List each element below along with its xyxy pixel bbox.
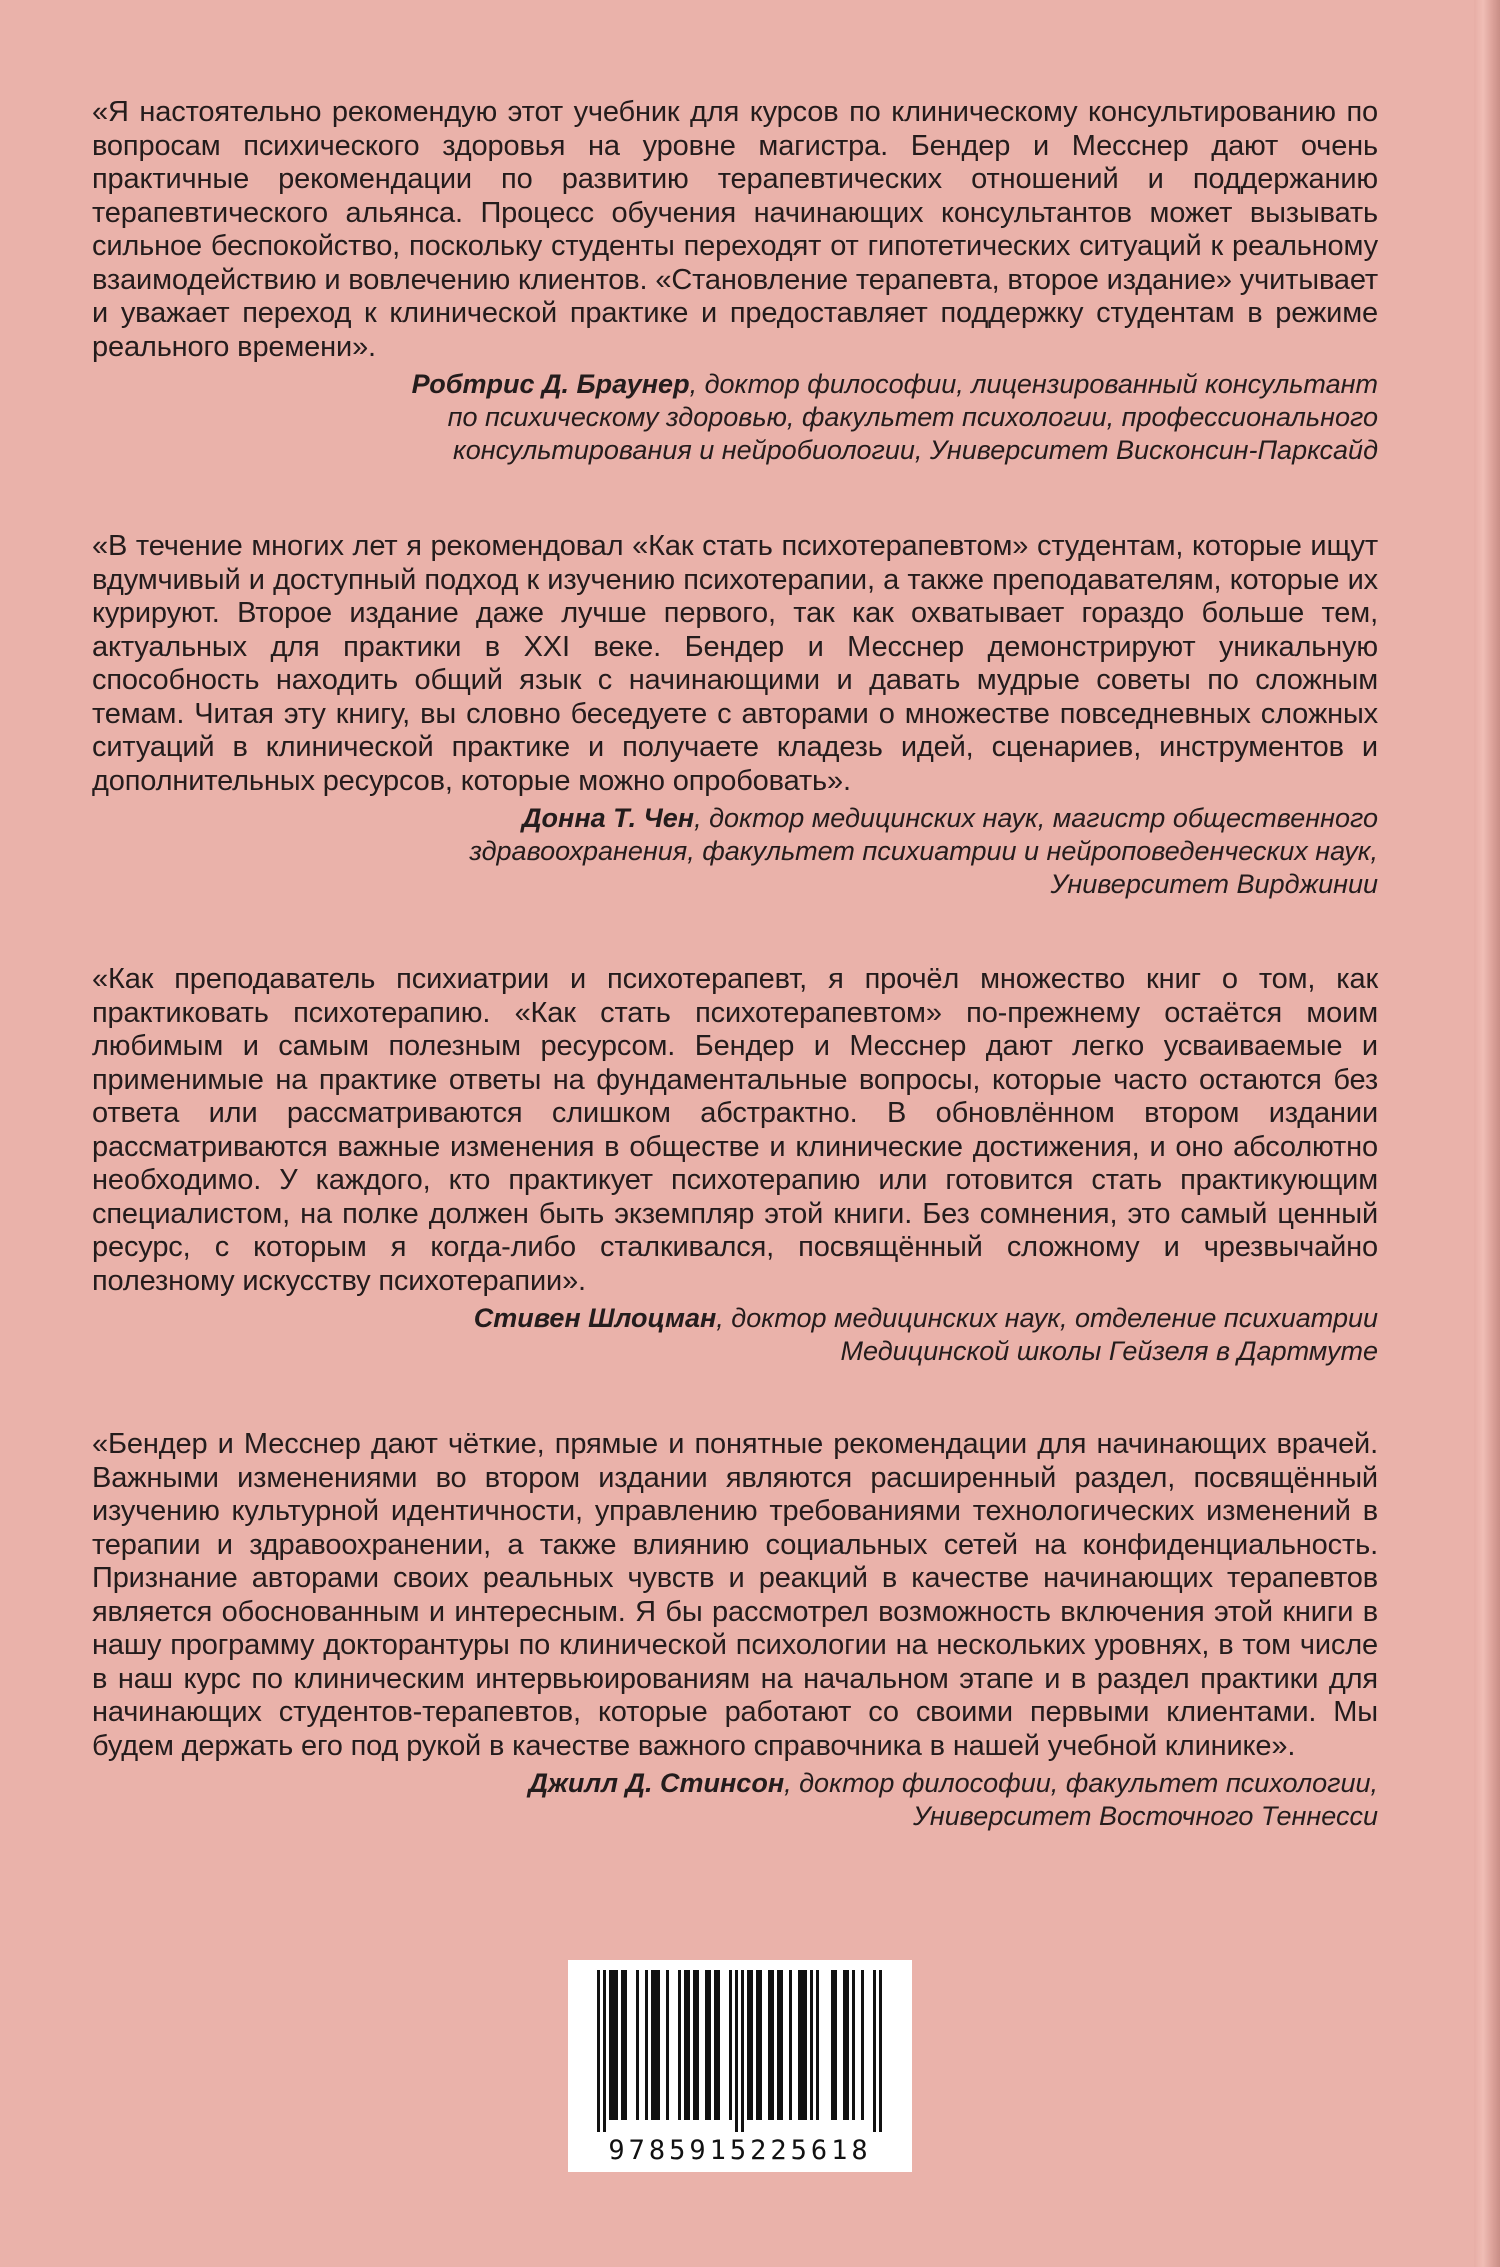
- review-1-credentials-2: по психическому здоровью, факультет психологии, профессионального: [447, 402, 1378, 432]
- barcode-bar: [834, 1970, 837, 2120]
- review-2-credentials-2: здравоохранения, факультет психиатрии и нейроповеденческих наук,: [469, 836, 1378, 866]
- barcode-bar: [645, 1970, 648, 2120]
- barcode-bar: [684, 1970, 687, 2120]
- review-4: [92, 1428, 1378, 1833]
- barcode-bar: [609, 1970, 612, 2120]
- barcode-bar: [654, 1970, 657, 2120]
- review-4-text: «Бендер и Месснер дают чёткие, прямые и понятные рекомендации для начинающих врачей. Важными изменениями во втором издании являются расширенный раздел, посвящённый изучению культурной идентичности, управлению требованиями технологических изменений в терапии и здравоохранении, а также влиянию социальных сетей на конфиденциальность. Признание авторами своих реальных чувств и реакций в качестве начинающих терапевтов является обоснованным и интересным. Я бы рассмотрел возможность включения этой книги в нашу программу докторантуры по клинической психологии на нескольких уровнях, в том числе в наш курс по клиническим интервьюированиям на начальном этапе и в раздел практики для начинающих студентов-терапевтов, которые работают со своими первыми клиентами. Мы будем держать его под рукой в качестве важного справочника в нашей учебной клинике».: [92, 1428, 1378, 1762]
- barcode-bar: [747, 1970, 750, 2120]
- barcode-bar: [831, 1970, 834, 2120]
- barcode-bar: [861, 1970, 864, 2120]
- barcode-bar: [750, 1970, 753, 2120]
- barcode-bar: [714, 1970, 717, 2120]
- review-2-credentials-1: , доктор медицинских наук, магистр общественного: [694, 803, 1378, 833]
- barcode-bar: [636, 1970, 639, 2120]
- barcode-bar: [804, 1970, 807, 2120]
- review-2-text: «В течение многих лет я рекомендовал «Как стать психотерапевтом» студентам, которые ищут вдумчивый и доступный подход к изучению психотерапии, а также преподавателям, которые их курируют. Второе издание даже лучше первого, так как охватывает гораздо больше тем, актуальных для практики в XXI веке. Бендер и Месснер демонстрируют уникальную способность находить общий язык с начинающими и давать мудрые советы по сложным темам. Читая эту книгу, вы словно беседуете с авторами о множестве повседневных сложных ситуаций в клинической практике и получаете кладезь идей, сценариев, инструментов и дополнительных ресурсов, которые можно опробовать».: [92, 530, 1378, 797]
- barcode-bar: [621, 1970, 624, 2120]
- isbn-barcode: [568, 1960, 912, 2172]
- barcode-bar: [678, 1970, 681, 2120]
- barcode-bar: [756, 1970, 759, 2120]
- review-2-attribution-line-1: [92, 802, 1378, 835]
- isbn-digits: 9785915225618: [608, 2135, 872, 2166]
- review-1-attribution-line-1: [92, 368, 1378, 401]
- review-3-credentials-2: Медицинской школы Гейзеля в Дартмуте: [840, 1336, 1378, 1366]
- barcode-bar: [843, 1970, 846, 2120]
- review-4-credentials-1: , доктор философии, факультет психологии,: [784, 1768, 1378, 1798]
- review-1-attribution: [92, 368, 1378, 467]
- barcode-bar: [879, 1970, 882, 2132]
- barcode-bar: [729, 1970, 732, 2120]
- review-3-credentials-1: , доктор медицинских наук, отделение психиатрии: [716, 1303, 1378, 1333]
- barcode-bar: [741, 1970, 744, 2132]
- barcode-bars: [568, 1960, 912, 2132]
- review-3-attribution: [92, 1302, 1378, 1368]
- review-1-credentials-1: , доктор философии, лицензированный консультант: [689, 369, 1378, 399]
- review-4-attribution-line-1: [92, 1767, 1378, 1800]
- review-4-author: Джилл Д. Стинсон: [528, 1768, 785, 1798]
- review-1-credentials-3: консультирования и нейробиологии, Университет Висконсин-Парксайд: [452, 435, 1378, 465]
- barcode-bar: [780, 1970, 783, 2120]
- review-4-credentials-2: Университет Восточного Теннесси: [912, 1801, 1378, 1831]
- barcode-bar: [873, 1970, 876, 2132]
- barcode-bar: [777, 1970, 780, 2120]
- barcode-bar: [816, 1970, 819, 2120]
- barcode-bar: [717, 1970, 720, 2120]
- cover-edge: [1474, 0, 1500, 2267]
- review-2-credentials-3: Университет Вирджинии: [1050, 869, 1378, 899]
- barcode-bar: [735, 1970, 738, 2132]
- barcode-bar: [597, 1970, 600, 2132]
- barcode-bar: [810, 1970, 813, 2120]
- barcode-bar: [771, 1970, 774, 2120]
- barcode-bar: [624, 1970, 627, 2120]
- barcode-bar: [708, 1970, 711, 2120]
- review-1-author: Робтрис Д. Браунер: [411, 369, 690, 399]
- review-2-attribution: [92, 802, 1378, 901]
- barcode-bar: [615, 1970, 618, 2120]
- barcode-bar: [798, 1970, 801, 2120]
- barcode-bar: [768, 1970, 771, 2120]
- barcode-bar: [651, 1970, 654, 2120]
- barcode-bar: [687, 1970, 690, 2120]
- review-1: [92, 96, 1378, 467]
- review-2: [92, 530, 1378, 901]
- barcode-bar: [789, 1970, 792, 2120]
- barcode-bar: [612, 1970, 615, 2120]
- review-3-attribution-line-1: [92, 1302, 1378, 1335]
- barcode-bar: [705, 1970, 708, 2120]
- review-3-text: «Как преподаватель психиатрии и психотерапевт, я прочёл множество книг о том, как практиковать психотерапию. «Как стать психотерапевтом» по-прежнему остаётся моим любимым и самым полезным ресурсом. Бендер и Месснер дают легко усваиваемые и применимые на практике ответы на фундаментальные вопросы, которые часто остаются без ответа или рассматриваются слишком абстрактно. В обновлённом втором издании рассматриваются важные изменения в обществе и клинические достижения, и оно абсолютно необходимо. У каждого, кто практикует психотерапию или готовится стать практикующим специалистом, на полке должен быть экземпляр этой книги. Без сомнения, это самый ценный ресурс, с которым я когда-либо сталкивался, посвящённый сложному и чрезвычайно полезному искусству психотерапии».: [92, 963, 1378, 1297]
- barcode-bar: [852, 1970, 855, 2120]
- review-3-author: Стивен Шлоцман: [473, 1303, 717, 1333]
- barcode-bar: [846, 1970, 849, 2120]
- barcode-bar: [657, 1970, 660, 2120]
- barcode-bar: [696, 1970, 699, 2120]
- review-3: [92, 963, 1378, 1368]
- review-1-text: «Я настоятельно рекомендую этот учебник для курсов по клиническому консультированию по вопросам психического здоровья на уровне магистра. Бендер и Месснер дают очень практичные рекомендации по развитию терапевтических отношений и поддержанию терапевтического альянса. Процесс обучения начинающих консультантов может вызывать сильное беспокойство, поскольку студенты переходят от гипотетических ситуаций к реальному взаимодействию и вовлечению клиентов. «Становление терапевта, второе издание» учитывает и уважает переход к клинической практике и предоставляет поддержку студентам в режиме реального времени».: [92, 96, 1378, 363]
- review-4-attribution: [92, 1767, 1378, 1833]
- review-2-author: Донна Т. Чен: [522, 803, 695, 833]
- barcode-bar: [801, 1970, 804, 2120]
- barcode-bar: [666, 1970, 669, 2120]
- barcode-bar: [693, 1970, 696, 2120]
- barcode-bar: [759, 1970, 762, 2120]
- barcode-bar: [603, 1970, 606, 2132]
